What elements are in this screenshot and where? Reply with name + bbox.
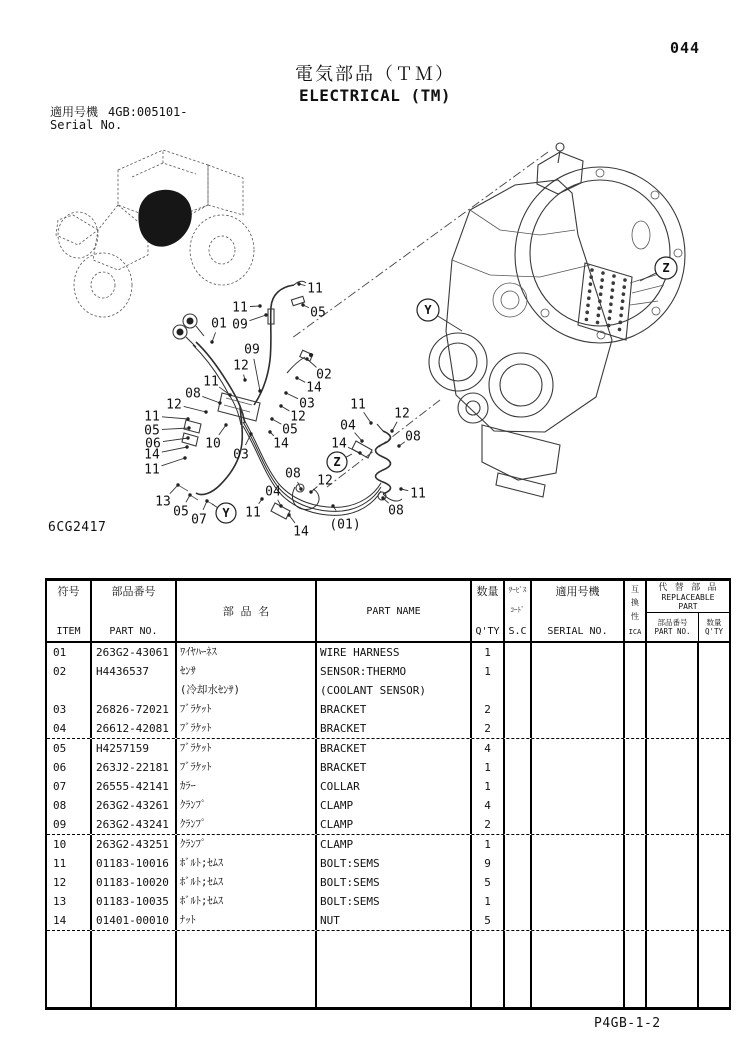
header-ica-jp3: 性 (631, 611, 639, 621)
cell-empty (699, 892, 729, 911)
cell-empty (532, 739, 625, 758)
cell-name-jp: ｾﾝｻ (冷却水ｾﾝｻ) (177, 662, 317, 700)
cell-empty (532, 700, 625, 719)
serial-value: 4GB:005101- (108, 105, 188, 119)
cell-part-no: 263G2-43061 (92, 643, 177, 662)
cell-empty (625, 931, 647, 1007)
cell-empty (505, 777, 532, 796)
table-row (47, 758, 729, 777)
callout-03: 03 (299, 396, 315, 412)
cell-empty (505, 931, 532, 1007)
cell-name-jp: ﾅｯﾄ (177, 911, 317, 930)
parts-table-header (47, 581, 729, 643)
cell-empty (647, 892, 699, 911)
cell-empty (699, 662, 729, 700)
cell-empty (505, 796, 532, 815)
cell-empty (647, 758, 699, 777)
cell-part-no: 26826-72021 (92, 700, 177, 719)
callout-01: (01) (329, 517, 361, 533)
cell-empty (472, 931, 505, 1007)
wire-harness-drawing (173, 281, 402, 519)
cell-empty (625, 835, 647, 854)
header-sc-jp2: ｺｰﾄﾞ (510, 606, 525, 614)
cell-empty (699, 777, 729, 796)
callout-05: 05 (282, 422, 298, 438)
cell-name-jp: ﾎﾞﾙﾄ;ｾﾑｽ (177, 873, 317, 892)
cell-empty (92, 931, 177, 1007)
cell-empty (647, 854, 699, 873)
cell-empty (625, 739, 647, 758)
cell-empty (532, 796, 625, 815)
cell-empty (505, 911, 532, 930)
cell-empty (647, 700, 699, 719)
cell-empty (647, 719, 699, 738)
callout-10: 10 (205, 436, 221, 452)
header-part-no-jp: 部品番号 (111, 585, 156, 598)
cell-part-name: NUT (317, 911, 472, 930)
cell-item: 09 (47, 815, 92, 834)
header-serial-no (532, 581, 625, 641)
header-name-jp-label: 部 品 名 (222, 605, 270, 618)
cell-empty (647, 777, 699, 796)
callout-11: 11 (144, 462, 160, 478)
cell-part-name: BOLT:SEMS (317, 873, 472, 892)
table-row (47, 739, 729, 758)
cell-name-jp: ﾎﾞﾙﾄ;ｾﾑｽ (177, 892, 317, 911)
page-title-japanese: 電気部品（ＴＭ） (295, 64, 455, 85)
cell-empty (699, 739, 729, 758)
cell-empty (625, 815, 647, 834)
callout-07: 07 (191, 512, 207, 528)
cell-empty (532, 777, 625, 796)
callout-12: 12 (317, 473, 333, 489)
cell-item: 10 (47, 835, 92, 854)
callout-11: 11 (203, 374, 219, 390)
cell-empty (532, 911, 625, 930)
header-rep-qty-en: Q'TY (704, 627, 724, 636)
header-part-name-label: PART NAME (366, 606, 421, 617)
cell-empty (699, 873, 729, 892)
cell-part-no: 01183-10020 (92, 873, 177, 892)
table-row (47, 777, 729, 796)
cell-empty (532, 854, 625, 873)
cell-qty: 2 (472, 700, 505, 719)
cell-item: 01 (47, 643, 92, 662)
cell-empty (625, 911, 647, 930)
header-rep-jp: 代 替 部 品 (658, 583, 718, 593)
callout-09: 09 (244, 342, 260, 358)
callout-04: 04 (340, 418, 356, 434)
cell-empty (647, 911, 699, 930)
cell-empty (647, 662, 699, 700)
view-label-Z: Z (333, 455, 341, 469)
callout-04: 04 (265, 484, 281, 500)
cell-part-name: BRACKET (317, 758, 472, 777)
callout-12: 12 (166, 397, 182, 413)
cell-empty (505, 892, 532, 911)
callout-06: 06 (145, 436, 161, 452)
header-name-jp (177, 581, 317, 641)
callout-12: 12 (290, 409, 306, 425)
cell-empty (505, 643, 532, 662)
header-interchangeability (625, 581, 647, 641)
callout-02: 02 (316, 367, 332, 383)
cell-empty (532, 662, 625, 700)
cell-qty: 4 (472, 796, 505, 815)
cell-qty: 1 (472, 662, 505, 700)
cell-name-jp: ﾎﾞﾙﾄ;ｾﾑｽ (177, 854, 317, 873)
cell-name-jp: ﾌﾞﾗｹｯﾄ (177, 719, 317, 738)
cell-item: 05 (47, 739, 92, 758)
footer-document-code: P4GB-1-2 (594, 1016, 661, 1031)
cell-empty (699, 758, 729, 777)
cell-empty (647, 643, 699, 662)
header-service-code (505, 581, 532, 641)
page-number: 044 (669, 39, 701, 57)
callout-09: 09 (232, 317, 248, 333)
table-row (47, 719, 729, 739)
cell-part-no: 263G2-43261 (92, 796, 177, 815)
view-reference-labels (212, 257, 677, 523)
cell-name-jp: ﾜｲﾔﾊｰﾈｽ (177, 643, 317, 662)
callout-11: 11 (350, 397, 366, 413)
cell-qty: 2 (472, 719, 505, 738)
table-row (47, 911, 729, 931)
callout-14: 14 (331, 436, 347, 452)
machine-locator-drawing (56, 150, 254, 317)
cell-item: 11 (47, 854, 92, 873)
callout-13: 13 (155, 494, 171, 510)
cell-empty (699, 815, 729, 834)
callout-11: 11 (307, 281, 323, 297)
callout-08: 08 (285, 466, 301, 482)
callout-11: 11 (232, 300, 248, 316)
cell-part-name: WIRE HARNESS (317, 643, 472, 662)
cell-part-no: 26555-42141 (92, 777, 177, 796)
cell-empty (505, 873, 532, 892)
callout-11: 11 (245, 505, 261, 521)
cell-empty (699, 796, 729, 815)
table-filler-row (47, 931, 729, 1007)
header-rep-en1: REPLACEABLE (661, 593, 715, 602)
cell-empty (505, 854, 532, 873)
table-row (47, 873, 729, 892)
cell-empty (647, 739, 699, 758)
callout-05: 05 (173, 504, 189, 520)
cell-qty: 5 (472, 873, 505, 892)
cell-empty (317, 931, 472, 1007)
cell-name-jp: ｸﾗﾝﾌﾟ (177, 796, 317, 815)
header-part-name (317, 581, 472, 641)
cell-part-no: 26612-42081 (92, 719, 177, 738)
callout-08: 08 (388, 503, 404, 519)
table-row (47, 854, 729, 873)
cell-part-no: 263G2-43241 (92, 815, 177, 834)
cell-name-jp: ﾌﾞﾗｹｯﾄ (177, 700, 317, 719)
cell-empty (625, 758, 647, 777)
header-qty-jp: 数量 (476, 585, 499, 598)
cell-item: 06 (47, 758, 92, 777)
cell-part-no: 01401-00010 (92, 911, 177, 930)
cell-item: 03 (47, 700, 92, 719)
cell-qty: 1 (472, 777, 505, 796)
callout-11: 11 (410, 486, 426, 502)
header-part-no-en: PART NO. (109, 626, 158, 637)
cell-empty (532, 758, 625, 777)
cell-part-no: H4436537 (92, 662, 177, 700)
cell-empty (647, 815, 699, 834)
callout-08: 08 (405, 429, 421, 445)
callout-14: 14 (293, 524, 309, 540)
cell-item: 08 (47, 796, 92, 815)
cell-empty (625, 719, 647, 738)
header-ica-jp1: 互 (631, 585, 639, 594)
callout-05: 05 (310, 305, 326, 321)
cell-qty: 1 (472, 892, 505, 911)
cell-empty (532, 892, 625, 911)
cell-empty (699, 700, 729, 719)
callout-12: 12 (394, 406, 410, 422)
parts-diagram (0, 135, 750, 555)
cell-item: 14 (47, 911, 92, 930)
cell-qty: 5 (472, 911, 505, 930)
header-rep-qty-jp: 数量 (706, 618, 722, 627)
table-row (47, 700, 729, 719)
header-ica-en: ICA (628, 627, 642, 636)
header-item-jp: 符号 (57, 585, 80, 598)
cell-empty (532, 719, 625, 738)
view-label-Y: Y (424, 303, 432, 317)
cell-part-no: 01183-10016 (92, 854, 177, 873)
callout-labels (144, 282, 426, 540)
table-row (47, 815, 729, 835)
cell-part-name: SENSOR:THERMO (COOLANT SENSOR) (317, 662, 472, 700)
cell-part-no: 01183-10035 (92, 892, 177, 911)
cell-qty: 1 (472, 758, 505, 777)
cell-empty (505, 815, 532, 834)
cell-empty (699, 643, 729, 662)
view-label-Z: Z (662, 261, 670, 275)
cell-item: 07 (47, 777, 92, 796)
callout-14: 14 (273, 436, 289, 452)
cell-empty (505, 835, 532, 854)
header-sc-jp1: ｻｰﾋﾞｽ (508, 586, 527, 594)
cell-empty (47, 931, 92, 1007)
serial-number-block (50, 106, 198, 132)
table-row (47, 662, 729, 700)
cell-part-no: 263G2-43251 (92, 835, 177, 854)
parts-table (45, 578, 731, 1010)
cell-empty (505, 662, 532, 700)
cell-name-jp: ﾌﾞﾗｹｯﾄ (177, 758, 317, 777)
cell-empty (625, 777, 647, 796)
cell-empty (532, 931, 625, 1007)
header-serial-jp: 適用号機 (555, 585, 600, 598)
cell-empty (699, 911, 729, 930)
cell-empty (625, 700, 647, 719)
header-qty-en: Q'TY (475, 626, 500, 637)
cell-name-jp: ﾌﾞﾗｹｯﾄ (177, 739, 317, 758)
table-row (47, 796, 729, 815)
callout-12: 12 (233, 358, 249, 374)
serial-label-en: Serial No. (50, 118, 123, 132)
cell-empty (647, 796, 699, 815)
cell-qty: 4 (472, 739, 505, 758)
cell-empty (625, 854, 647, 873)
serial-label-jp: 適用号機 (50, 105, 99, 119)
callout-14: 14 (306, 380, 322, 396)
cell-part-no: H4257159 (92, 739, 177, 758)
cell-empty (647, 873, 699, 892)
header-qty (472, 581, 505, 641)
cell-empty (177, 931, 317, 1007)
callout-01: 01 (211, 316, 227, 332)
callout-05: 05 (144, 423, 160, 439)
header-replaceable-title (647, 581, 729, 613)
cell-qty: 2 (472, 815, 505, 834)
cell-empty (532, 643, 625, 662)
cell-empty (625, 662, 647, 700)
header-rep-part-en: PART NO. (654, 627, 691, 636)
cell-empty (505, 700, 532, 719)
cell-qty: 9 (472, 854, 505, 873)
callout-11: 11 (144, 409, 160, 425)
cell-item: 12 (47, 873, 92, 892)
cell-empty (699, 835, 729, 854)
cell-part-name: BRACKET (317, 719, 472, 738)
cell-part-name: BOLT:SEMS (317, 854, 472, 873)
callout-14: 14 (144, 447, 160, 463)
cell-empty (505, 758, 532, 777)
cell-part-name: COLLAR (317, 777, 472, 796)
cell-name-jp: ｸﾗﾝﾌﾟ (177, 815, 317, 834)
header-item-en: ITEM (56, 626, 81, 637)
cell-empty (625, 643, 647, 662)
cell-qty: 1 (472, 643, 505, 662)
callout-08: 08 (185, 386, 201, 402)
cell-empty (532, 815, 625, 834)
parts-table-body (47, 643, 729, 1007)
page-title-english: ELECTRICAL (TM) (299, 86, 451, 105)
cell-item: 13 (47, 892, 92, 911)
cell-name-jp: ｸﾗﾝﾌﾟ (177, 835, 317, 854)
cell-name-jp: ｶﾗｰ (177, 777, 317, 796)
header-sc-en: S.C (508, 626, 527, 637)
cell-empty (505, 739, 532, 758)
header-item (47, 581, 92, 641)
cell-part-name: CLAMP (317, 835, 472, 854)
cell-part-no: 263J2-22181 (92, 758, 177, 777)
table-row (47, 892, 729, 911)
cell-empty (625, 796, 647, 815)
cell-empty (625, 892, 647, 911)
cell-empty (505, 719, 532, 738)
header-replaceable-part (647, 581, 729, 641)
transmission-drawing (292, 143, 685, 497)
header-serial-en: SERIAL NO. (547, 626, 608, 637)
cell-part-name: BOLT:SEMS (317, 892, 472, 911)
cell-item: 02 (47, 662, 92, 700)
figure-code: 6CG2417 (48, 520, 107, 535)
cell-empty (532, 873, 625, 892)
table-row (47, 835, 729, 854)
cell-part-name: BRACKET (317, 700, 472, 719)
cell-qty: 1 (472, 835, 505, 854)
cell-empty (647, 931, 699, 1007)
view-label-Y: Y (222, 506, 230, 520)
cell-part-name: CLAMP (317, 815, 472, 834)
table-row (47, 643, 729, 662)
cell-empty (532, 835, 625, 854)
cell-empty (699, 719, 729, 738)
cell-empty (699, 931, 729, 1007)
header-part-no (92, 581, 177, 641)
cell-empty (647, 835, 699, 854)
cell-empty (625, 873, 647, 892)
header-ica-jp2: 換 (631, 598, 639, 608)
harness-main-run (243, 418, 381, 515)
cell-part-name: CLAMP (317, 796, 472, 815)
header-rep-en2: PART (678, 602, 698, 611)
cell-empty (699, 854, 729, 873)
header-rep-part-no (647, 613, 699, 641)
cell-item: 04 (47, 719, 92, 738)
callout-03: 03 (233, 447, 249, 463)
header-rep-qty (699, 613, 729, 641)
cell-part-name: BRACKET (317, 739, 472, 758)
header-rep-part-jp: 部品番号 (657, 618, 688, 627)
